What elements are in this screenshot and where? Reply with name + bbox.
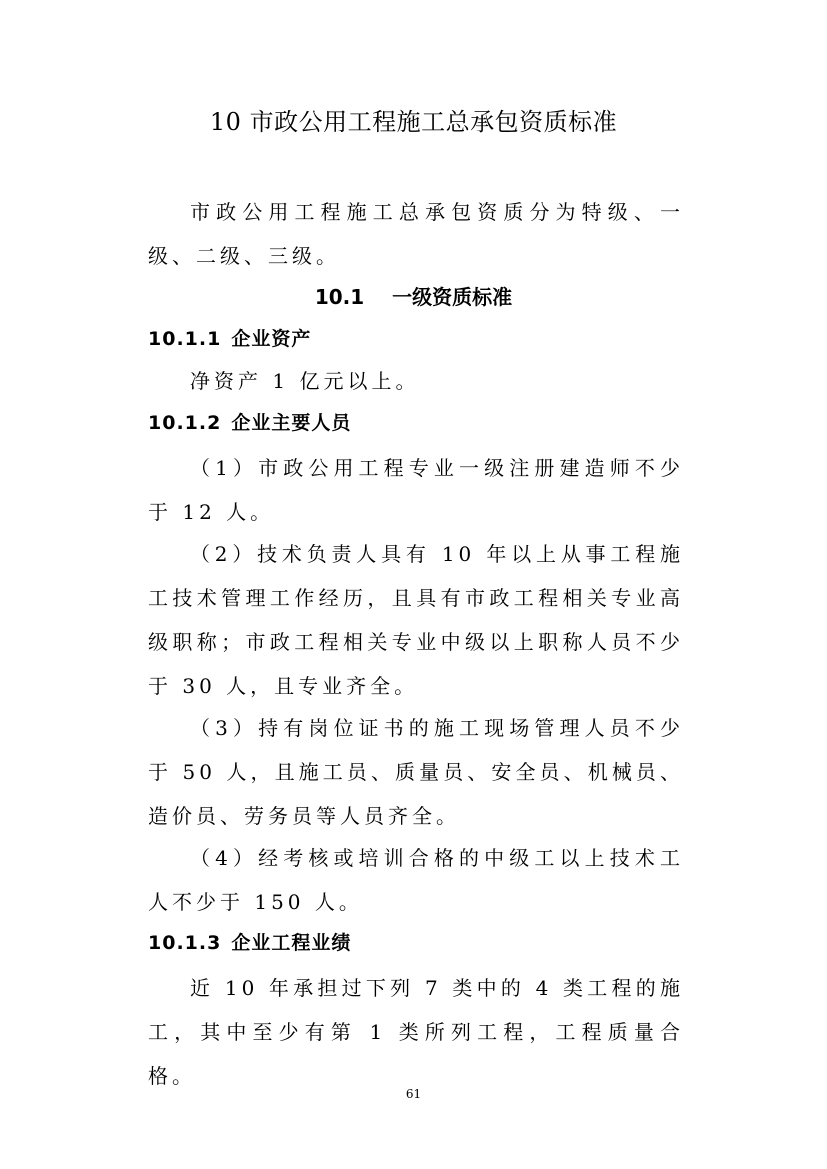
- section-title: 一级资质标准: [392, 285, 513, 309]
- personnel-item-1: （1）市政公用工程专业一级注册建造师不少于 12 人。: [148, 456, 684, 524]
- section-number: 10.1: [314, 285, 365, 309]
- document-title: 10 市政公用工程施工总承包资质标准: [209, 108, 618, 136]
- intro-paragraph: 市政公用工程施工总承包资质分为特级、一级、二级、三级。: [148, 200, 684, 268]
- section-heading: [0, 279, 827, 315]
- subsection-title: 企业主要人员: [231, 412, 352, 434]
- subsection-number: 10.1.2: [148, 412, 222, 434]
- personnel-item-4: （4）经考核或培训合格的中级工以上技术工人不少于 150 人。: [148, 846, 684, 914]
- personnel-item-2: （2）技术负责人具有 10 年以上从事工程施工技术管理工作经历，且具有市政工程相关专业高级职称；市政工程相关专业中级以上职称人员不少于 30 人，且专业齐全。: [148, 542, 684, 698]
- performance-paragraph: 近 10 年承担过下列 7 类中的 4 类工程的施工，其中至少有第 1 类所列工程，工程质量合格。: [148, 976, 684, 1088]
- personnel-item-3: （3）持有岗位证书的施工现场管理人员不少于 50 人，且施工员、质量员、安全员、机械员、造价员、劳务员等人员齐全。: [148, 716, 684, 828]
- subsection-title: 企业资产: [231, 328, 312, 350]
- page-number: 61: [405, 1087, 422, 1101]
- subsection-heading-personnel: [148, 405, 351, 441]
- assets-paragraph: 净资产 1 亿元以上。: [190, 369, 420, 393]
- subsection-number: 10.1.3: [148, 932, 222, 954]
- subsection-number: 10.1.1: [148, 328, 222, 350]
- subsection-title: 企业工程业绩: [231, 932, 352, 954]
- subsection-heading-performance: [148, 925, 351, 961]
- subsection-heading-assets: [148, 321, 311, 357]
